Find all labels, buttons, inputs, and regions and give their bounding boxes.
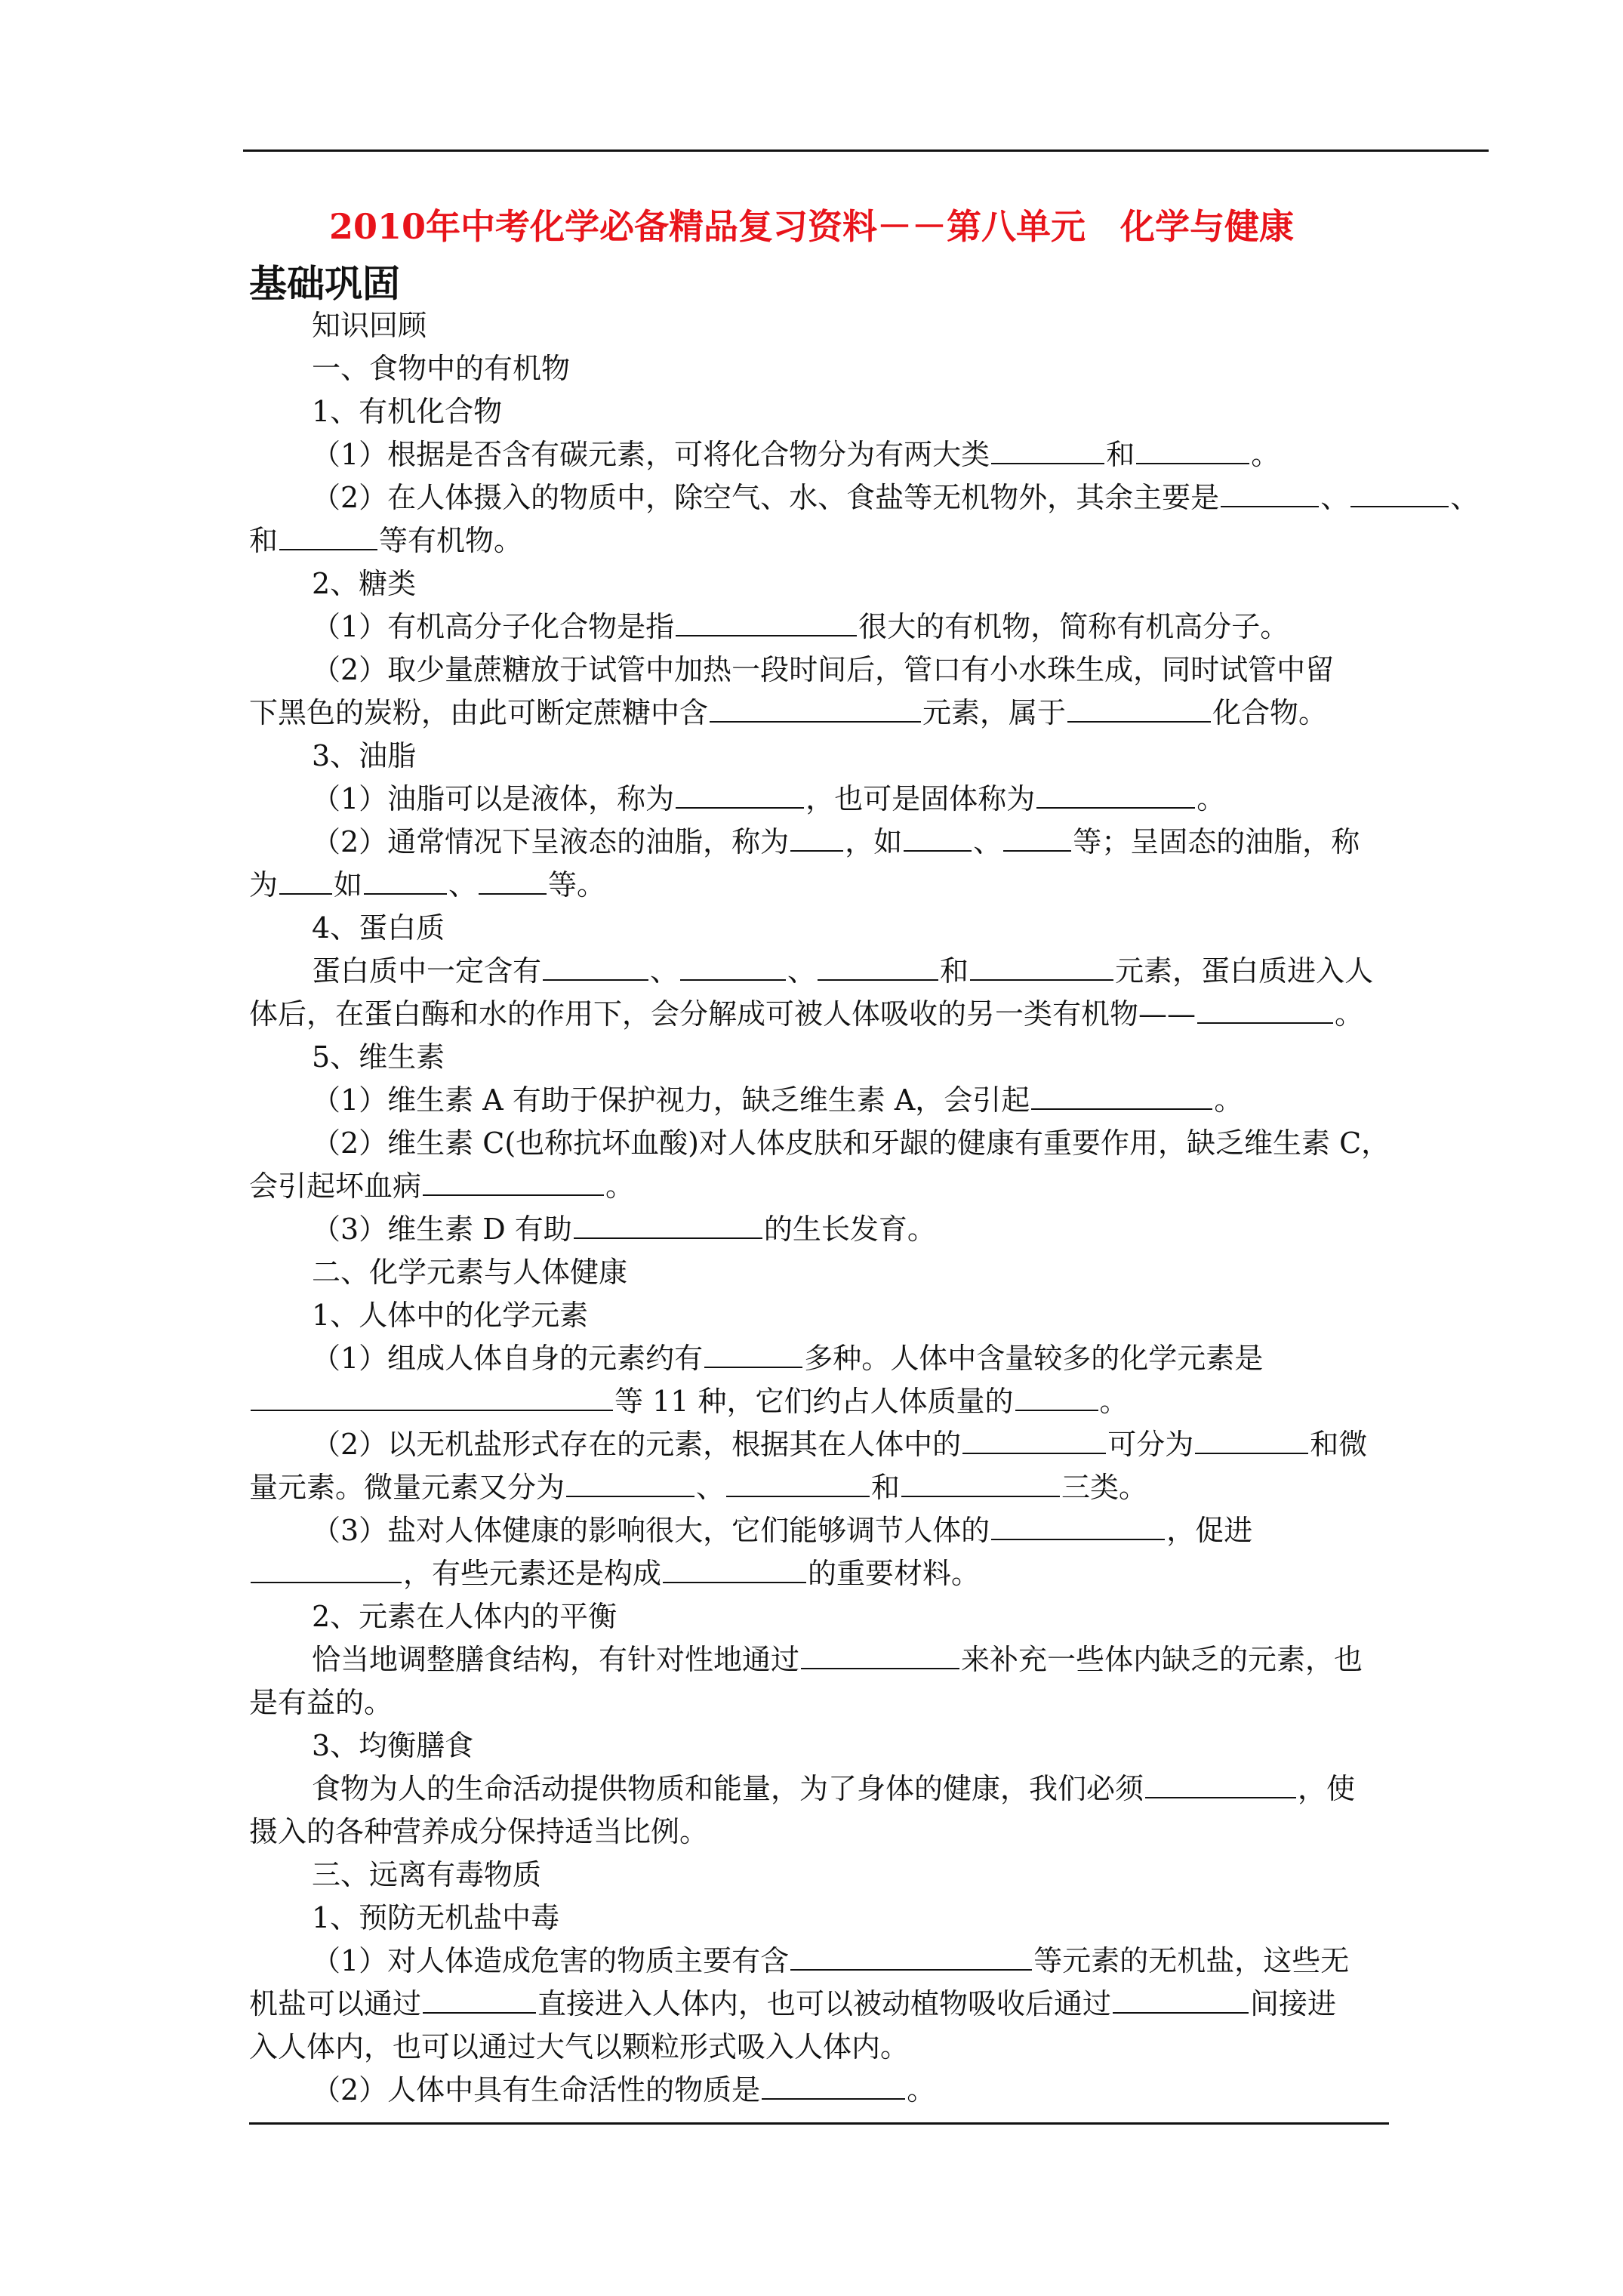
section-heading: 基础巩固	[249, 262, 400, 306]
answer-blank[interactable]	[1015, 1385, 1098, 1411]
answer-blank[interactable]	[251, 1558, 402, 1583]
answer-blank[interactable]	[680, 955, 786, 981]
answer-blank[interactable]	[1067, 697, 1211, 723]
answer-blank[interactable]	[676, 783, 804, 809]
answer-blank[interactable]	[1145, 1773, 1296, 1798]
answer-blank[interactable]	[1221, 482, 1319, 507]
answer-blank[interactable]	[279, 869, 332, 895]
answer-blank[interactable]	[279, 525, 377, 550]
text-line: 知识回顾	[312, 309, 427, 342]
text-line: （3）盐对人体健康的影响很大，它们能够调节人体的 ，促进	[312, 1514, 1253, 1547]
text-line: 入人体内，也可以通过大气以颗粒形式吸入人体内。	[249, 2030, 910, 2063]
answer-blank[interactable]	[1003, 826, 1071, 852]
answer-blank[interactable]	[762, 2074, 905, 2100]
answer-blank[interactable]	[574, 1213, 762, 1239]
text-line: ，有些元素还是构成 的重要材料。	[249, 1554, 980, 1593]
text-line: 1、人体中的化学元素	[312, 1299, 589, 1332]
text-line: 三、远离有毒物质	[312, 1858, 542, 1891]
answer-blank[interactable]	[991, 439, 1104, 464]
answer-blank[interactable]	[726, 1472, 870, 1497]
text-line: 量元素。微量元素又分为 、 和 三类。	[249, 1471, 1148, 1504]
text-line: 4、蛋白质	[312, 911, 445, 945]
text-line: 2、元素在人体内的平衡	[312, 1600, 617, 1633]
text-line: 等 11 种，它们约占人体质量的 。	[249, 1382, 1129, 1421]
footer-rule	[249, 2122, 1389, 2125]
text-line: 摄入的各种营养成分保持适当比例。	[249, 1815, 709, 1848]
answer-blank[interactable]	[991, 1515, 1165, 1540]
text-line: 5、维生素	[312, 1040, 445, 1074]
document-title: 2010年中考化学必备精品复习资料－－第八单元 化学与健康	[328, 206, 1295, 247]
answer-blank[interactable]	[423, 1170, 604, 1196]
answer-blank[interactable]	[1195, 1428, 1308, 1454]
answer-blank[interactable]	[704, 1342, 802, 1368]
answer-blank[interactable]	[970, 955, 1113, 981]
answer-blank[interactable]	[479, 869, 547, 895]
answer-blank[interactable]	[710, 697, 921, 723]
header-rule	[243, 149, 1489, 152]
text-line: 和 等有机物。	[249, 524, 523, 557]
text-line: 3、油脂	[312, 739, 417, 772]
answer-blank[interactable]	[818, 955, 938, 981]
text-line: （2）以无机盐形式存在的元素，根据其在人体中的 可分为 和微	[312, 1428, 1368, 1461]
answer-blank[interactable]	[904, 826, 972, 852]
text-line: （2）取少量蔗糖放于试管中加热一段时间后，管口有小水珠生成，同时试管中留	[312, 653, 1335, 686]
text-line: 一、食物中的有机物	[312, 352, 571, 385]
answer-blank[interactable]	[1350, 482, 1449, 507]
answer-blank[interactable]	[962, 1428, 1106, 1454]
answer-blank[interactable]	[801, 1644, 959, 1669]
text-line: （1）根据是否含有碳元素，可将化合物分为有两大类 和 。	[312, 438, 1280, 471]
text-line: （2）人体中具有生命活性的物质是 。	[312, 2073, 936, 2106]
text-line: 机盐可以通过 直接进入人体内，也可以被动植物吸收后通过 间接进	[249, 1987, 1337, 2020]
answer-blank[interactable]	[251, 1385, 613, 1411]
text-line: 食物为人的生命活动提供物质和能量，为了身体的健康，我们必须 ，使	[312, 1772, 1356, 1805]
text-line: 1、有机化合物	[312, 395, 503, 428]
answer-blank[interactable]	[790, 826, 843, 852]
text-line: （1）油脂可以是液体，称为 ，也可是固体称为 。	[312, 782, 1226, 815]
text-line: （2）维生素 C(也称抗坏血酸)对人体皮肤和牙龈的健康有重要作用，缺乏维生素 C，	[312, 1126, 1390, 1160]
answer-blank[interactable]	[1136, 439, 1249, 464]
answer-blank[interactable]	[1197, 998, 1333, 1024]
answer-blank[interactable]	[1036, 783, 1195, 809]
text-line: 2、糖类	[312, 567, 417, 600]
text-line: 3、均衡膳食	[312, 1729, 474, 1762]
text-line: 恰当地调整膳食结构，有针对性地通过 来补充一些体内缺乏的元素，也	[312, 1643, 1363, 1676]
answer-blank[interactable]	[543, 955, 648, 981]
answer-blank[interactable]	[566, 1472, 694, 1497]
answer-blank[interactable]	[663, 1558, 806, 1583]
text-line: 1、预防无机盐中毒	[312, 1901, 560, 1934]
text-line: （1）对人体造成危害的物质主要有含 等元素的无机盐，这些无	[312, 1944, 1350, 1977]
answer-blank[interactable]	[790, 1945, 1032, 1971]
text-line: （1）维生素 A 有助于保护视力，缺乏维生素 A，会引起 。	[312, 1083, 1243, 1117]
answer-blank[interactable]	[364, 869, 447, 895]
answer-blank[interactable]	[676, 611, 857, 636]
text-line: 二、化学元素与人体健康	[312, 1256, 628, 1289]
text-line: 体后，在蛋白酶和水的作用下，会分解成可被人体吸收的另一类有机物—— 。	[249, 997, 1364, 1031]
answer-blank[interactable]	[901, 1472, 1060, 1497]
answer-blank[interactable]	[423, 1988, 536, 2014]
text-line: （2）在人体摄入的物质中，除空气、水、食盐等无机物外，其余主要是 、 、	[312, 481, 1480, 514]
answer-blank[interactable]	[1031, 1084, 1212, 1110]
answer-blank[interactable]	[1113, 1988, 1249, 2014]
text-line: （1）有机高分子化合物是指 很大的有机物，简称有机高分子。	[312, 610, 1289, 643]
text-line: （3）维生素 D 有助 的生长发育。	[312, 1213, 936, 1246]
text-line: 蛋白质中一定含有 、 、 和 元素，蛋白质进入人	[312, 954, 1374, 988]
text-line: 下黑色的炭粉，由此可断定蔗糖中含 元素，属于 化合物。	[249, 696, 1328, 729]
text-line: 会引起坏血病 。	[249, 1170, 635, 1203]
text-line: 是有益的。	[249, 1686, 393, 1719]
text-line: （2）通常情况下呈液态的油脂，称为 ，如 、 等；呈固态的油脂，称	[312, 825, 1360, 858]
text-line: 为 如 、 等。	[249, 868, 606, 901]
text-line: （1）组成人体自身的元素约有 多种。人体中含量较多的化学元素是	[312, 1342, 1264, 1375]
